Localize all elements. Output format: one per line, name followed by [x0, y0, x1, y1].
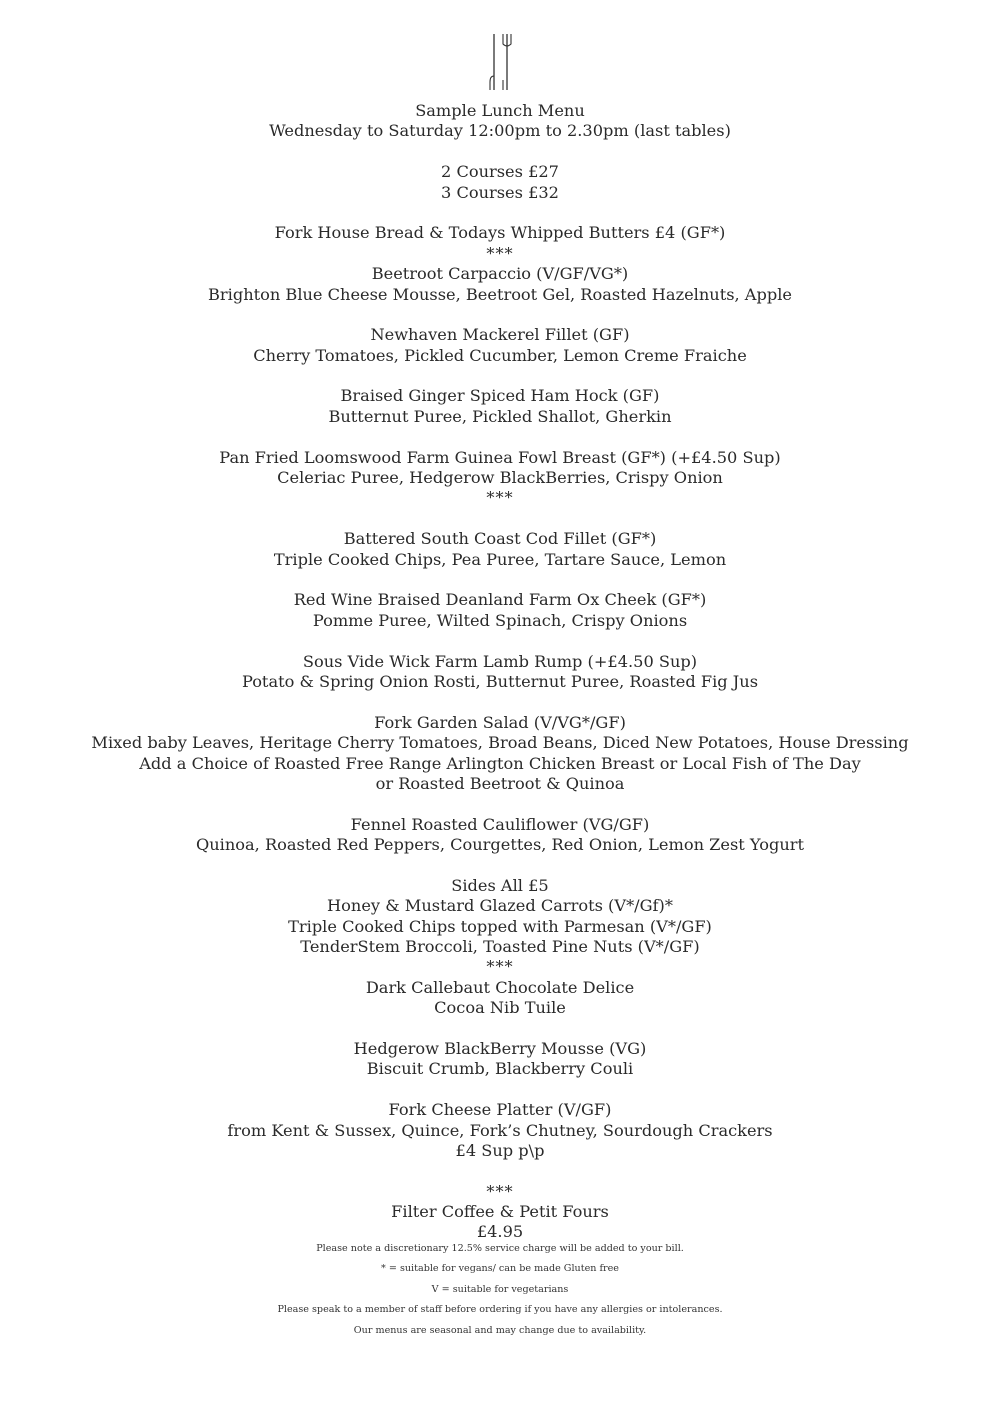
dish-description: Brighton Blue Cheese Mousse, Beetroot Gel, Roasted Hazelnuts, Apple	[208, 284, 792, 304]
dish-name: Newhaven Mackerel Fillet (GF)	[370, 325, 630, 345]
allergy-note: Please speak to a member of staff before ordering if you have any allergies or intolerances.	[277, 1304, 723, 1316]
dish-description: Biscuit Crumb, Blackberry Couli	[366, 1059, 634, 1079]
menu-title: Sample Lunch Menu	[415, 101, 585, 120]
dish-supplement: £4 Sup p\p	[455, 1140, 545, 1160]
dish-description: Mixed baby Leaves, Heritage Cherry Tomatoes, Broad Beans, Diced New Potatoes, House Dressing	[91, 733, 909, 753]
price-three-courses: 3 Courses £32	[441, 182, 559, 202]
dish-name: Red Wine Braised Deanland Farm Ox Cheek (GF*)	[293, 590, 707, 610]
price-two-courses: 2 Courses £27	[441, 162, 559, 182]
side-item: TenderStem Broccoli, Toasted Pine Nuts (V*/GF)	[300, 937, 700, 957]
side-item: Triple Cooked Chips topped with Parmesan (V*/GF)	[288, 916, 712, 936]
dish-description: Butternut Puree, Pickled Shallot, Gherkin	[328, 406, 672, 426]
service-charge-note: Please note a discretionary 12.5% service charge will be added to your bill.	[316, 1243, 684, 1254]
dish-addon: Add a Choice of Roasted Free Range Arlington Chicken Breast or Local Fish of The Day	[139, 753, 861, 773]
separator: ***	[486, 957, 514, 977]
dish-name: Dark Callebaut Chocolate Delice	[365, 977, 635, 997]
dish-name: Hedgerow BlackBerry Mousse (VG)	[353, 1038, 647, 1058]
sides-title: Sides All £5	[451, 875, 549, 895]
dish-name: Fork Cheese Platter (V/GF)	[388, 1100, 612, 1120]
menu-body	[0, 101, 1000, 1243]
separator: ***	[486, 1181, 514, 1201]
dish-description: Potato & Spring Onion Rosti, Butternut Puree, Roasted Fig Jus	[241, 671, 759, 691]
dish-addon: or Roasted Beetroot & Quinoa	[375, 773, 625, 793]
service-hours: Wednesday to Saturday 12:00pm to 2.30pm (last tables)	[269, 121, 731, 141]
seasonal-note: Our menus are seasonal and may change due to availability.	[353, 1324, 647, 1336]
dish-name: Fork Garden Salad (V/VG*/GF)	[374, 712, 626, 732]
dish-description: Triple Cooked Chips, Pea Puree, Tartare Sauce, Lemon	[273, 549, 727, 569]
dish-name: Beetroot Carpaccio (V/GF/VG*)	[371, 264, 629, 284]
dish-name: Braised Ginger Spiced Ham Hock (GF)	[340, 386, 660, 406]
coffee-price: £4.95	[476, 1222, 524, 1242]
dish-description: Pomme Puree, Wilted Spinach, Crispy Onions	[312, 610, 688, 630]
dish-description: Cherry Tomatoes, Pickled Cucumber, Lemon Creme Fraiche	[253, 345, 747, 365]
bread-item: Fork House Bread & Todays Whipped Butters £4 (GF*)	[274, 223, 726, 243]
dish-description: Celeriac Puree, Hedgerow BlackBerries, Crispy Onion	[277, 468, 723, 488]
fork-icon	[488, 32, 514, 92]
dish-name: Fennel Roasted Cauliflower (VG/GF)	[350, 814, 650, 834]
footer-notes	[0, 1239, 1000, 1341]
dish-description: Cocoa Nib Tuile	[434, 998, 566, 1018]
dish-name: Battered South Coast Cod Fillet (GF*)	[343, 529, 657, 549]
dish-name: Sous Vide Wick Farm Lamb Rump (+£4.50 Sup)	[302, 651, 698, 671]
vegan-note: * = suitable for vegans/ can be made Gluten free	[381, 1263, 619, 1275]
separator: ***	[486, 243, 514, 263]
separator: ***	[486, 488, 514, 508]
side-item: Honey & Mustard Glazed Carrots (V*/Gf)*	[327, 896, 673, 916]
dish-description: Quinoa, Roasted Red Peppers, Courgettes, Red Onion, Lemon Zest Yogurt	[195, 835, 804, 855]
dish-description: from Kent & Sussex, Quince, Fork’s Chutney, Sourdough Crackers	[227, 1120, 773, 1140]
dish-name: Pan Fried Loomswood Farm Guinea Fowl Breast (GF*) (+£4.50 Sup)	[219, 447, 781, 467]
coffee-item: Filter Coffee & Petit Fours	[391, 1202, 609, 1222]
vegetarian-note: V = suitable for vegetarians	[431, 1283, 569, 1295]
